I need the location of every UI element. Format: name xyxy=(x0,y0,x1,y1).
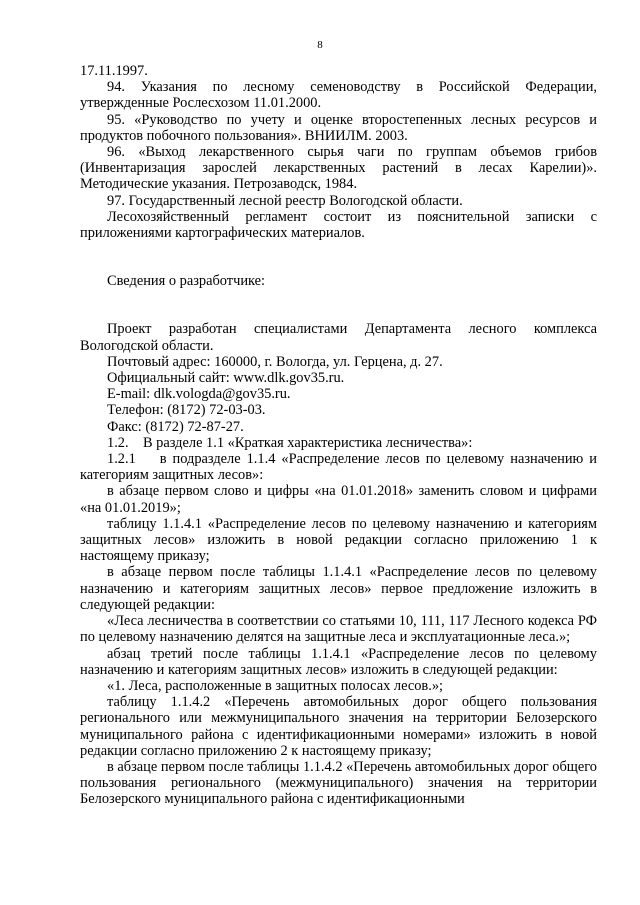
paragraph-item-95: 95. «Руководство по учету и оценке второстепенных лесных ресурсов и продуктов побочного пользования». ВНИИЛМ. 2003. xyxy=(80,111,597,144)
spacer xyxy=(80,241,597,273)
paragraph-regulation-structure: Лесохозяйственный регламент состоит из пояснительной записки с приложениями картографических материалов. xyxy=(80,208,597,242)
phone: Телефон: (8172) 72-03-03. xyxy=(107,402,266,419)
email: E-mail: dlk.vologda@gov35.ru. xyxy=(107,386,291,403)
document-body xyxy=(80,63,601,808)
paragraph-quote-protective: «1. Леса, расположенные в защитных полосах лесов.»; xyxy=(107,677,444,694)
paragraph-table-1-1-4-1: таблицу 1.1.4.1 «Распределение лесов по целевому назначению и категориям защитных лесов» изложить в новой редакции согласно приложению 1 к настоящему приказу; xyxy=(80,515,597,565)
paragraph-quote-forests: «Леса лесничества в соответствии со статьями 10, 111, 117 Лесного кодекса РФ по целевому назначению делятся на защитные леса и эксплуатационные леса.»; xyxy=(80,613,597,646)
paragraph-after-table-first: в абзаце первом после таблицы 1.1.4.1 «Распределение лесов по целевому назначению и категориям защитных лесов» первое предложение изложить в следующей редакции: xyxy=(80,564,597,613)
fax: Факс: (8172) 72-87-27. xyxy=(107,418,244,435)
paragraph-table-1-1-4-2: таблицу 1.1.4.2 «Перечень автомобильных дорог общего пользования регионального или межмуниципального значения на территории Белозерского муниципального района с идентификационными номерами» изложить в новой редакции согласно приложению 2 к настоящему приказу; xyxy=(80,694,597,759)
paragraph-developer: Проект разработан специалистами Департамента лесного комплекса Вологодской области. xyxy=(80,321,597,354)
postal-address: Почтовый адрес: 160000, г. Вологда, ул. Герцена, д. 27. xyxy=(107,353,443,370)
developer-heading: Сведения о разработчике: xyxy=(107,273,266,290)
paragraph-after-table-1-1-4-2: в абзаце первом после таблицы 1.1.4.2 «Перечень автомобильных дорог общего пользования регионального (межмуниципального) значения на территории Белозерского муниципального района с идентификационными xyxy=(80,758,598,808)
paragraph-item-97: 97. Государственный лесной реестр Вологодской области. xyxy=(107,192,463,209)
paragraph-1-2: 1.2. В разделе 1.1 «Краткая характеристика лесничества»: xyxy=(107,434,473,451)
paragraph-item-96: 96. «Выход лекарственного сырья чаги по группам объемов грибов (Инвентаризация зарослей лекарственных растений в лесах Карелии)». Методические указания. Петрозаводск, 1984. xyxy=(80,144,597,193)
paragraph-item-94: 94. Указания по лесному семеноводству в Российской Федерации, утвержденные Рослесхозом 11.01.2000. xyxy=(80,79,597,112)
paragraph-third-after-table: абзац третий после таблицы 1.1.4.1 «Распределение лесов по целевому назначению и категориям защитных лесов» изложить в следующей редакции: xyxy=(80,645,597,678)
paragraph-date: 17.11.1997. xyxy=(80,63,148,79)
spacer xyxy=(80,289,597,321)
official-site: Официальный сайт: www.dlk.gov35.ru. xyxy=(107,370,345,387)
paragraph-1-2-1: 1.2.1 в подразделе 1.1.4 «Распределение лесов по целевому назначению и категориям защитных лесов»: xyxy=(80,451,601,484)
paragraph-replace-date: в абзаце первом слово и цифры «на 01.01.2018» заменить словом и цифрами «на 01.01.2019»; xyxy=(80,483,597,516)
page-number: 8 xyxy=(317,39,323,51)
